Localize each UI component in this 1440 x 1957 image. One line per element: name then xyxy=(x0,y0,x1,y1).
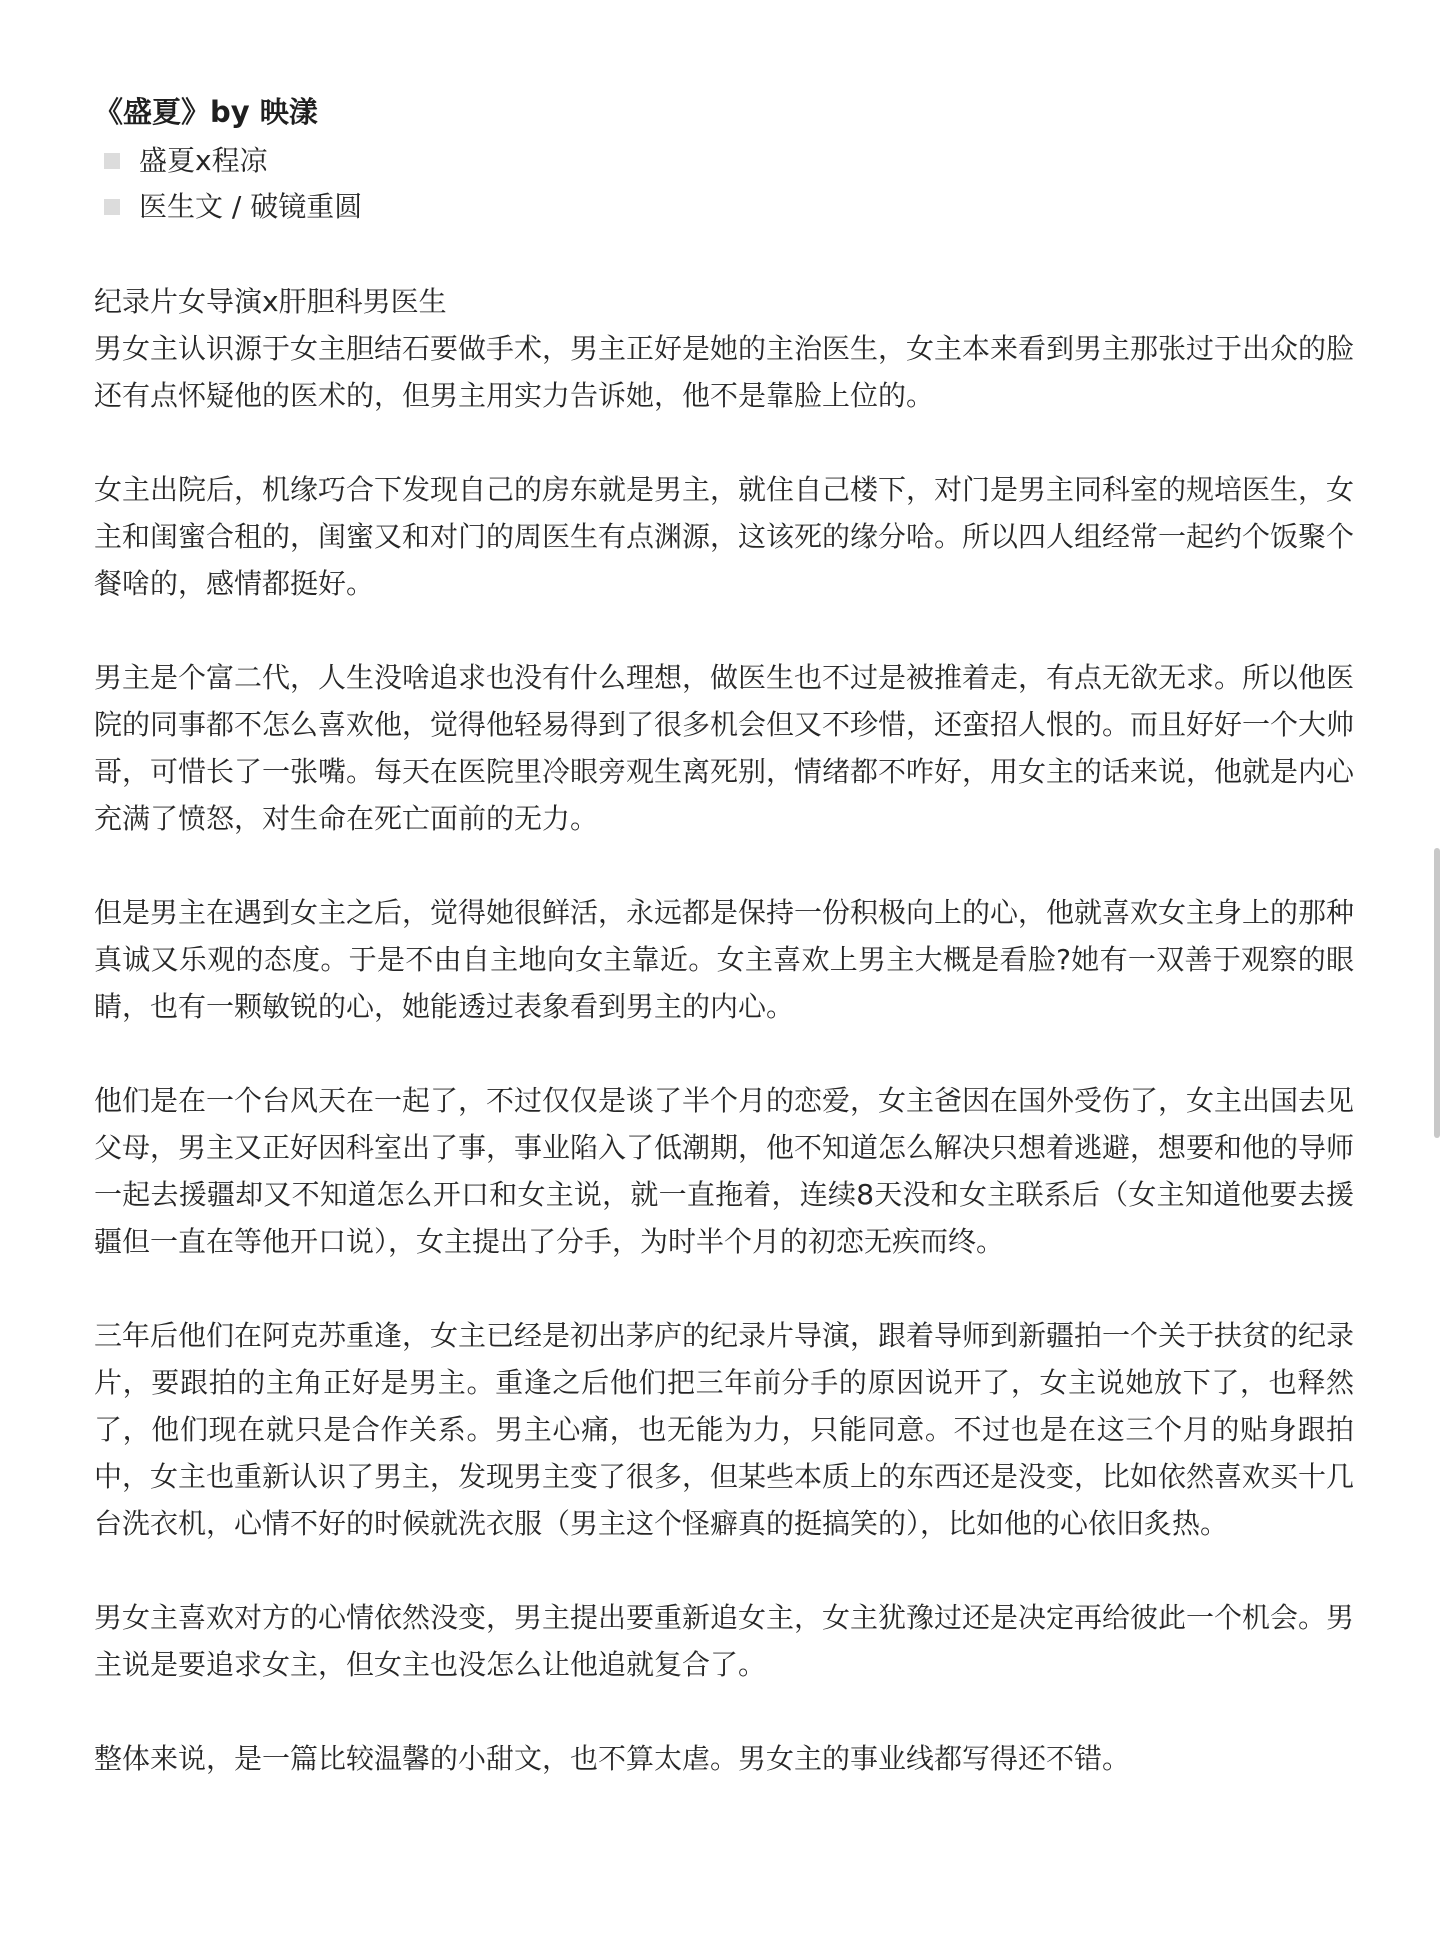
square-bullet-icon xyxy=(104,199,120,215)
meta-item-genre xyxy=(94,184,1354,230)
meta-item-pairing xyxy=(94,138,1354,184)
paragraph-intro: 纪录片女导演x肝胆科男医生 男女主认识源于女主胆结石要做手术，男主正好是她的主治医生，女主本来看到男主那张过于出众的脸还有点怀疑他的医术的，但男主用实力告诉她，他不是靠脸上位的。 xyxy=(94,285,1355,412)
meta-text: 医生文 / 破镜重圆 xyxy=(139,190,363,223)
paragraph: 但是男主在遇到女主之后，觉得她很鲜活，永远都是保持一份积极向上的心，他就喜欢女主身上的那种真诚又乐观的态度。于是不由自主地向女主靠近。女主喜欢上男主大概是看脸?她有一双善于观察的眼睛，也有一颗敏锐的心，她能透过表象看到男主的内心。 xyxy=(94,896,1355,1023)
document xyxy=(94,92,1354,1829)
paragraph: 三年后他们在阿克苏重逢，女主已经是初出茅庐的纪录片导演，跟着导师到新疆拍一个关于扶贫的纪录片，要跟拍的主角正好是男主。重逢之后他们把三年前分手的原因说开了，女主说她放下了，也释然了，他们现在就只是合作关系。男主心痛，也无能为力，只能同意。不过也是在这三个月的贴身跟拍中，女主也重新认识了男主，发现男主变了很多，但某些本质上的东西还是没变，比如依然喜欢买十几台洗衣机，心情不好的时候就洗衣服（男主这个怪癖真的挺搞笑的），比如他的心依旧炙热。 xyxy=(94,1319,1355,1540)
paragraph: 他们是在一个台风天在一起了，不过仅仅是谈了半个月的恋爱，女主爸因在国外受伤了，女主出国去见父母，男主又正好因科室出了事，事业陷入了低潮期，他不知道怎么解决只想着逃避，想要和他的导师一起去援疆却又不知道怎么开口和女主说，就一直拖着，连续8天没和女主联系后（女主知道他要去援疆但一直在等他开口说），女主提出了分手，为时半个月的初恋无疾而终。 xyxy=(94,1084,1355,1258)
book-meta-list xyxy=(94,138,1354,230)
book-title: 《盛夏》by 映漾 xyxy=(94,95,318,129)
meta-text: 盛夏x程凉 xyxy=(139,144,268,177)
paragraph-conclusion: 整体来说，是一篇比较温馨的小甜文，也不算太虐。男女主的事业线都写得还不错。 xyxy=(94,1742,1131,1775)
paragraph: 男女主喜欢对方的心情依然没变，男主提出要重新追女主，女主犹豫过还是决定再给彼此一个机会。男主说是要追求女主，但女主也没怎么让他追就复合了。 xyxy=(94,1601,1355,1681)
square-bullet-icon xyxy=(104,153,120,169)
paragraph: 男主是个富二代，人生没啥追求也没有什么理想，做医生也不过是被推着走，有点无欲无求。所以他医院的同事都不怎么喜欢他，觉得他轻易得到了很多机会但又不珍惜，还蛮招人恨的。而且好好一个大帅哥，可惜长了一张嘴。每天在医院里冷眼旁观生离死别，情绪都不咋好，用女主的话来说，他就是内心充满了愤怒，对生命在死亡面前的无力。 xyxy=(94,661,1355,835)
scrollbar[interactable] xyxy=(1434,848,1440,1138)
paragraph: 女主出院后，机缘巧合下发现自己的房东就是男主，就住自己楼下，对门是男主同科室的规培医生，女主和闺蜜合租的，闺蜜又和对门的周医生有点渊源，这该死的缘分哈。所以四人组经常一起约个饭聚个餐啥的，感情都挺好。 xyxy=(94,473,1355,600)
